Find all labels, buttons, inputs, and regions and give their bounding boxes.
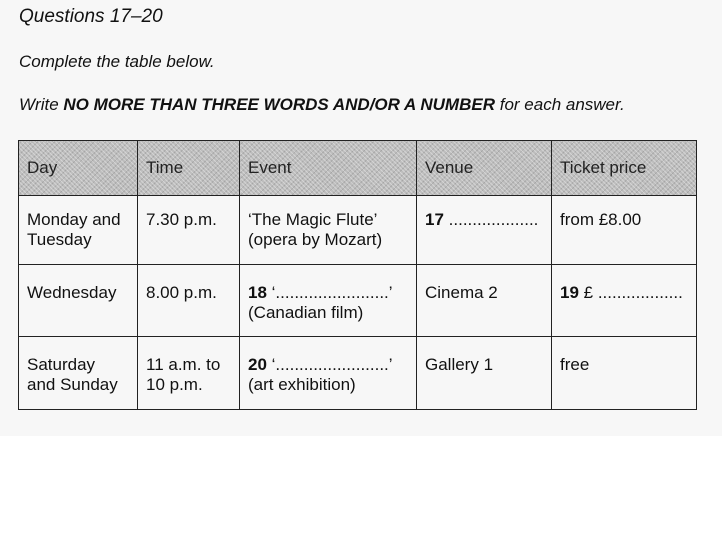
cell-time (138, 337, 240, 410)
instruction-complete-table: Complete the table below. (19, 52, 215, 71)
day-line: and Sunday (27, 375, 118, 394)
question-number-19: 19 (560, 283, 579, 302)
event-line: (opera by Mozart) (248, 230, 383, 249)
time-line: 8.00 p.m. (146, 283, 217, 302)
time-line: 11 a.m. to (146, 355, 221, 374)
cell-day (19, 337, 138, 410)
table-row (19, 337, 697, 410)
header-event: Event (240, 141, 417, 196)
answer-blank-20[interactable]: ‘........................’ (266, 355, 393, 374)
event-line: (art exhibition) (248, 375, 356, 394)
cell-venue (417, 196, 552, 265)
table-header-row (19, 141, 697, 196)
price-value: from £8.00 (560, 210, 642, 229)
instruction-word-limit (19, 95, 625, 115)
day-line: Tuesday (27, 230, 92, 249)
question-number-20: 20 (248, 355, 267, 374)
events-table (18, 140, 697, 410)
cell-event (240, 265, 417, 337)
cell-ticket-price (552, 265, 697, 337)
cell-ticket-price (552, 196, 697, 265)
instruction-word-limit-after: for each answer. (495, 95, 625, 114)
price-value: free (560, 355, 590, 374)
event-line: (Canadian film) (248, 303, 364, 322)
cell-time (138, 196, 240, 265)
event-line-with-blank (248, 283, 408, 303)
question-number-17: 17 (425, 210, 444, 229)
cell-event (240, 337, 417, 410)
question-number-18: 18 (248, 283, 267, 302)
cell-venue (417, 265, 552, 337)
day-line: Saturday (27, 355, 96, 374)
table-row (19, 196, 697, 265)
cell-venue (417, 337, 552, 410)
instruction-word-limit-bold: NO MORE THAN THREE WORDS AND/OR A NUMBER (63, 95, 495, 114)
header-time: Time (138, 141, 240, 196)
cell-ticket-price (552, 337, 697, 410)
cell-event (240, 196, 417, 265)
answer-blank-17[interactable]: ................... (443, 210, 539, 229)
header-ticket-price: Ticket price (552, 141, 697, 196)
answer-blank-19[interactable]: £ .................. (578, 283, 683, 302)
section-heading: Questions 17–20 (19, 6, 163, 27)
instruction-word-limit-before: Write (19, 95, 64, 114)
cell-day (19, 265, 138, 337)
table-row (19, 265, 697, 337)
cell-time (138, 265, 240, 337)
venue-value: Gallery 1 (425, 355, 494, 374)
venue-value: Cinema 2 (425, 283, 498, 302)
time-line: 7.30 p.m. (146, 210, 217, 229)
header-day: Day (19, 141, 138, 196)
cell-day (19, 196, 138, 265)
time-line: 10 p.m. (146, 375, 203, 394)
event-line-with-blank (248, 355, 408, 375)
event-line: ‘The Magic Flute’ (248, 210, 378, 229)
day-line: Monday and (27, 210, 121, 229)
day-line: Wednesday (27, 283, 117, 302)
header-venue: Venue (417, 141, 552, 196)
answer-blank-18[interactable]: ‘........................’ (266, 283, 393, 302)
